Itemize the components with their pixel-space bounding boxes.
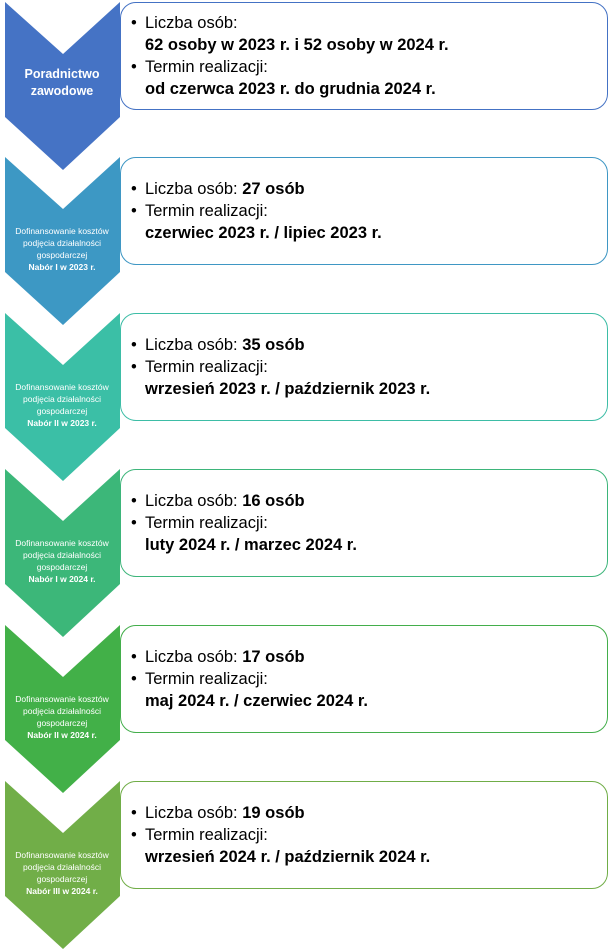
card-step-1: [120, 2, 608, 110]
term-value: czerwiec 2023 r. / lipiec 2023 r.: [145, 224, 382, 242]
term-line: • Termin realizacji:: [131, 670, 268, 688]
count-line: • Liczba osób: 17 osób: [131, 648, 305, 666]
card-step-2: [120, 157, 608, 265]
card-step-5: [120, 625, 608, 733]
count-line: • Liczba osób: 35 osób: [131, 336, 305, 354]
count-value: 16 osób: [242, 492, 305, 510]
count-value: 17 osób: [242, 648, 305, 666]
count-value: 27 osób: [242, 180, 305, 198]
chevron-label-step-3: Dofinansowanie kosztów podjęcia działalności gospodarczej Nabór II w 2023 r.: [15, 382, 109, 428]
term-value: luty 2024 r. / marzec 2024 r.: [145, 536, 357, 554]
count-line: • Liczba osób:: [131, 14, 238, 32]
count-line: • Liczba osób: 27 osób: [131, 180, 305, 198]
term-value: maj 2024 r. / czerwiec 2024 r.: [145, 692, 368, 710]
count-value: 35 osób: [242, 336, 305, 354]
card-step-6: [120, 781, 608, 889]
term-value: wrzesień 2023 r. / październik 2023 r.: [145, 380, 431, 398]
term-line: • Termin realizacji:: [131, 514, 268, 532]
count-line: • Liczba osób: 19 osób: [131, 804, 305, 822]
chevron-label-step-2: Dofinansowanie kosztów podjęcia działalności gospodarczej Nabór I w 2023 r.: [15, 226, 109, 272]
chevron-label-step-1: Poradnictwo zawodowe: [24, 67, 100, 98]
chevron-label-step-6: Dofinansowanie kosztów podjęcia działalności gospodarczej Nabór III w 2024 r.: [15, 850, 109, 896]
card-step-4: [120, 469, 608, 577]
count-line: • Liczba osób: 16 osób: [131, 492, 305, 510]
term-value: wrzesień 2024 r. / październik 2024 r.: [145, 848, 431, 866]
term-line: • Termin realizacji:: [131, 358, 268, 376]
term-line: • Termin realizacji:: [131, 58, 268, 76]
term-line: • Termin realizacji:: [131, 826, 268, 844]
term-value: od czerwca 2023 r. do grudnia 2024 r.: [145, 80, 436, 98]
count-value: 19 osób: [242, 804, 305, 822]
term-line: • Termin realizacji:: [131, 202, 268, 220]
count-value: 62 osoby w 2023 r. i 52 osoby w 2024 r.: [145, 36, 449, 54]
card-step-3: [120, 313, 608, 421]
chevron-label-step-4: Dofinansowanie kosztów podjęcia działalności gospodarczej Nabór I w 2024 r.: [15, 538, 109, 584]
chevron-label-step-5: Dofinansowanie kosztów podjęcia działalności gospodarczej Nabór II w 2024 r.: [15, 694, 109, 740]
